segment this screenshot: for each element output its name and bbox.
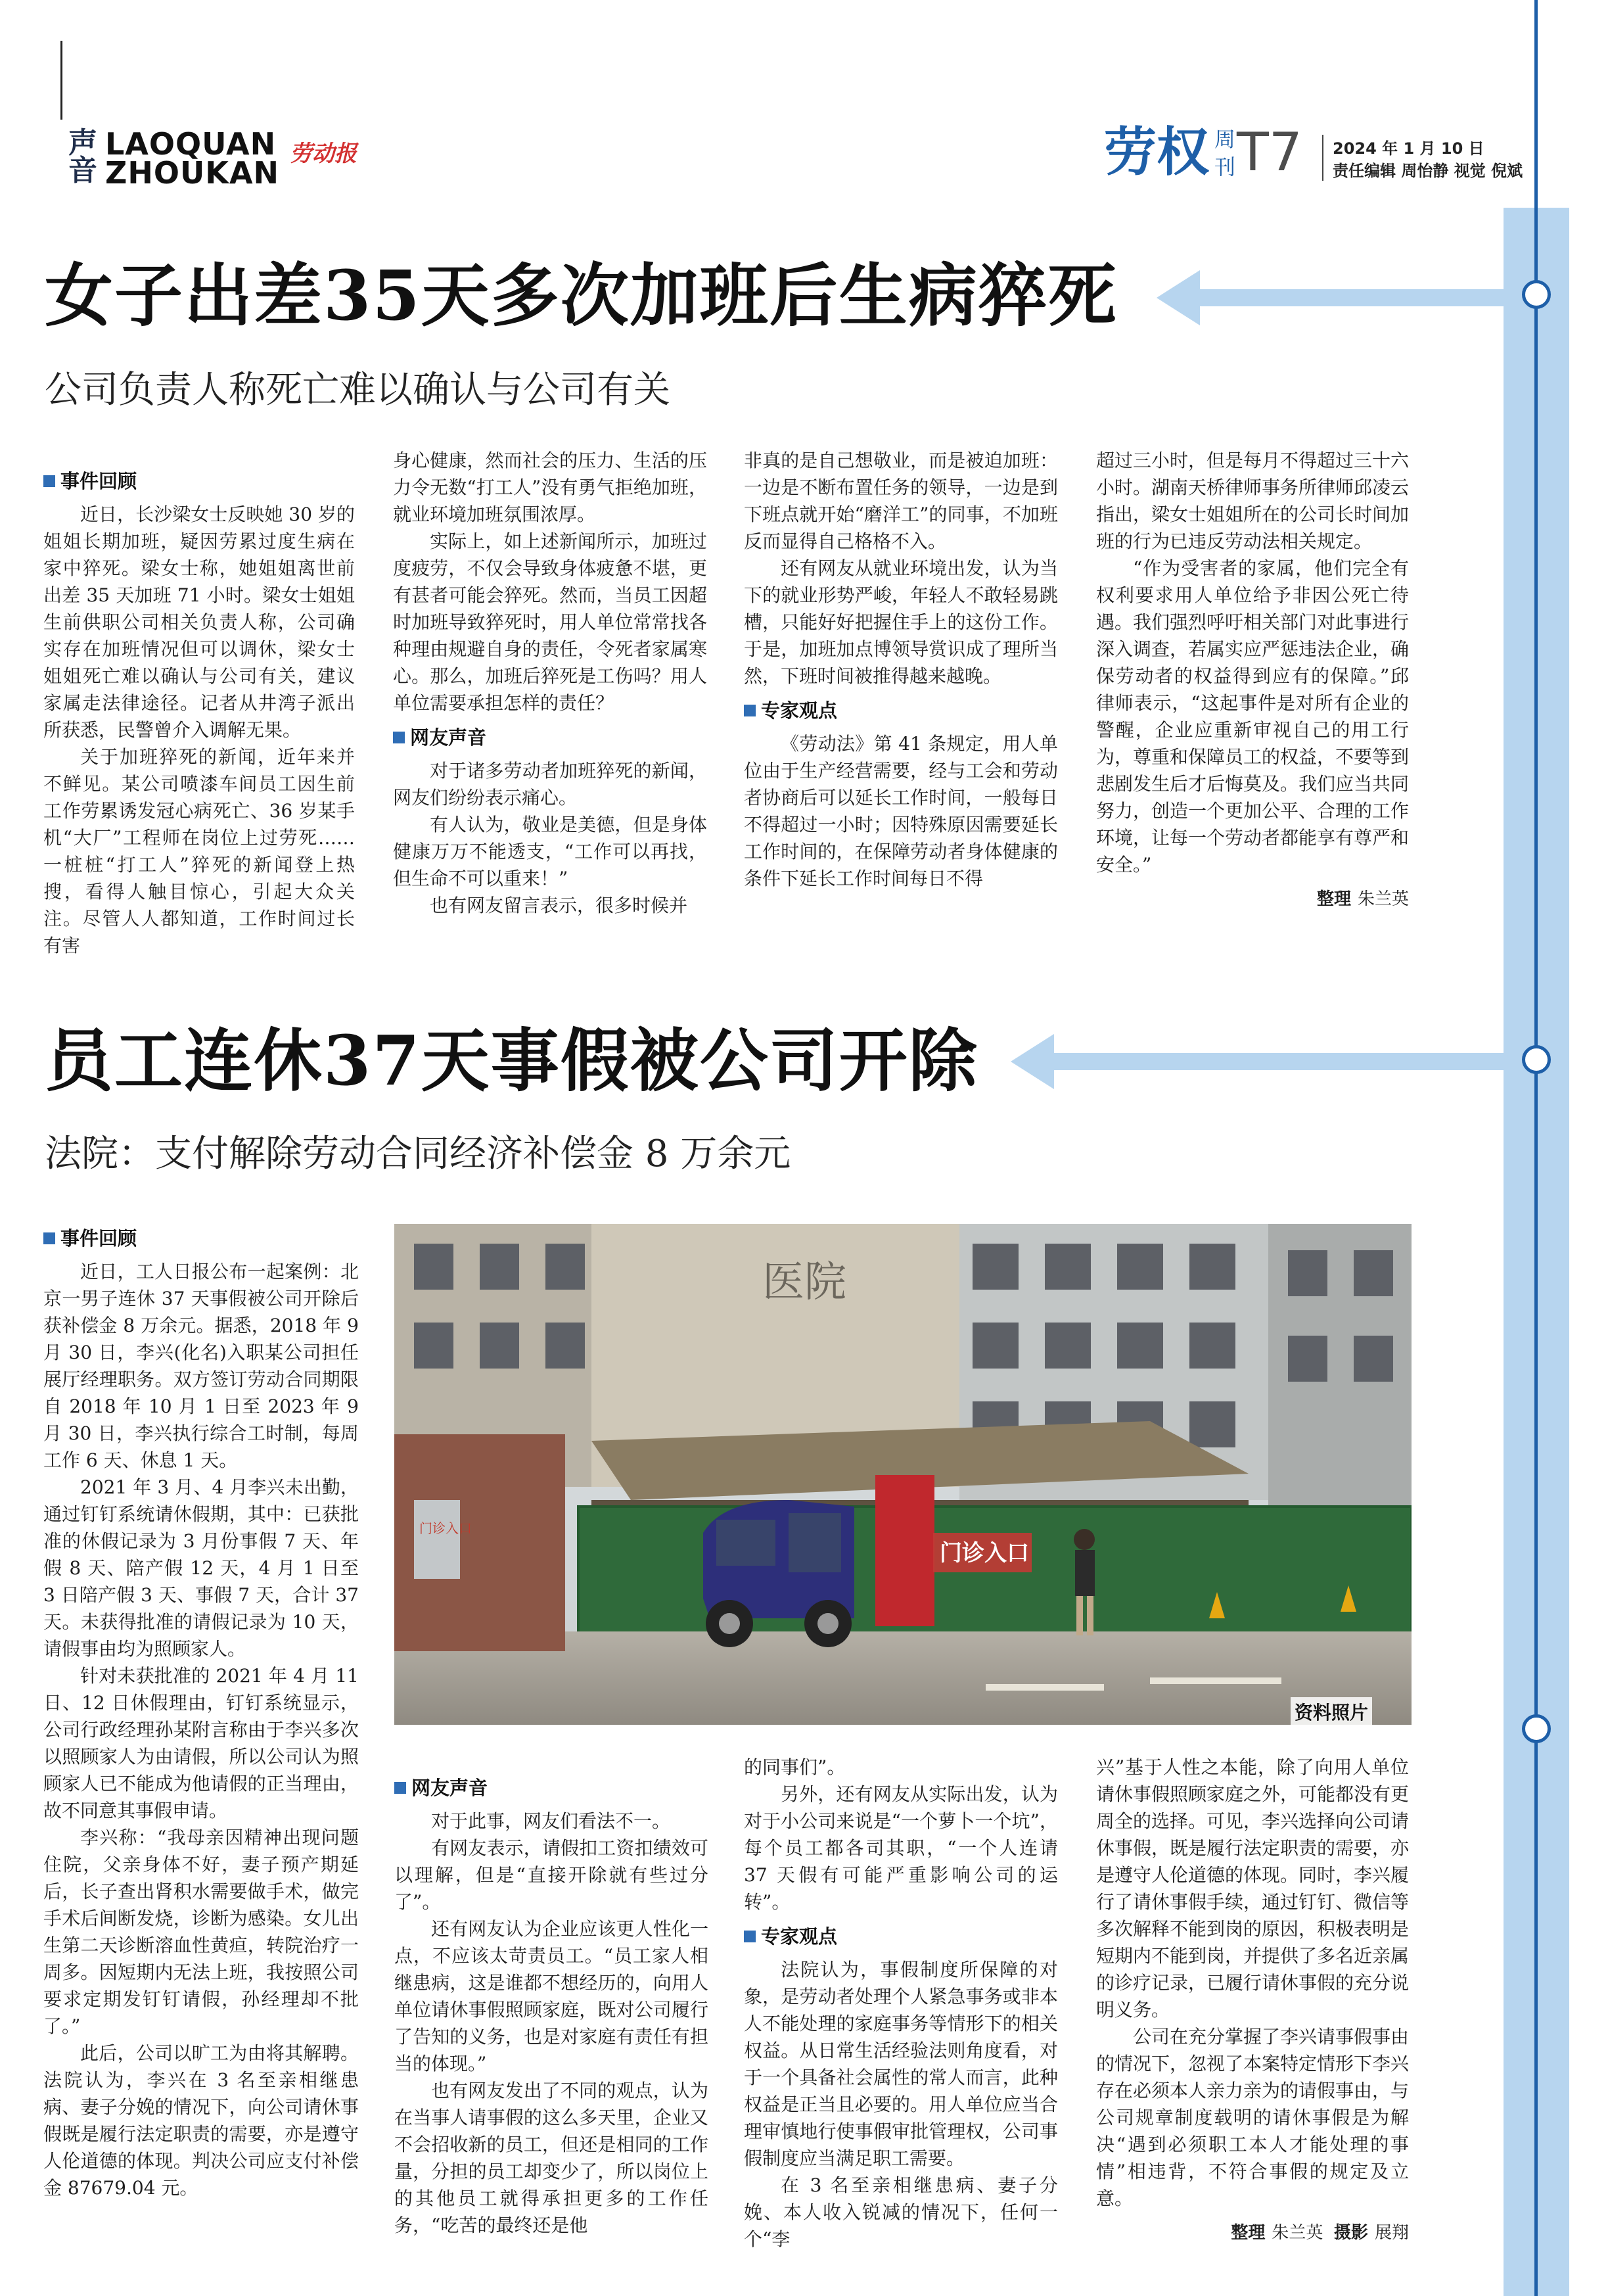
rail-dot-article-2 [1522, 1045, 1551, 1074]
section-heading: 事件回顾 [43, 1224, 359, 1253]
article-2-column-3 [744, 1754, 1058, 2253]
section-marker-icon [744, 705, 756, 716]
paragraph: 近日，长沙梁女士反映她 30 岁的姐姐长期加班，疑因劳累过度生病在家中猝死。梁女士称，她姐姐离世前出差 35 天加班 71 小时。梁女士姐姐生前供职公司相关负责人称，公司确实存在加班情况但可以调休，梁女士姐姐死亡难以确认与公司有关，建议家属走法律途径。记者从井湾子派出所获悉，民警曾介入调解无果。 [43, 504, 355, 741]
left-entrance-sign: 门诊入口 [419, 1520, 472, 1536]
section-title: 劳权 [1104, 122, 1209, 183]
paragraph: 非真的是自己想敬业，而是被迫加班：一边是不断布置任务的领导，一边是到下班点就开始“磨洋工”的同事，不加班反而显得自己格格不入。 [744, 450, 1058, 552]
paragraph: “作为受害者的家属，他们完全有权利要求用人单位给予非因公死亡待遇。我们强烈呼吁相关部门对此事进行深入调查，若属实应严惩违法企业，确保劳动者的权益得到应有的保障。”邱律师表示，“这起事件是对所有企业的警醒，企业应重新审视自己的用工行为，尊重和保障员工的权益，不要等到悲剧发生后才后悔莫及。我们应当共同努力，创造一个更加公平、合理的工作环境，让每一个劳动者都能享有尊严和安全。” [1096, 557, 1410, 876]
section-marker-icon [744, 1931, 756, 1942]
article-1-column-1 [43, 460, 355, 959]
paragraph: 公司在充分掌握了李兴请事假事由的情况下，忽视了本案特定情形下李兴存在必须本人亲力亲为的请假事由，与公司规章制度载明的请休事假是为解决“遇到必须职工本人才能处理的事情”相违背，不符合事假的规定及立意。 [1096, 2026, 1410, 2209]
paragraph: 对于此事，网友们看法不一。 [431, 1810, 671, 1832]
masthead-cn-char-2: 音 [68, 154, 97, 187]
paragraph: 在 3 名至亲相继患病、妻子分娩、本人收入锐减的情况下，任何一个“李 [744, 2174, 1058, 2250]
section-marker-icon [43, 475, 55, 487]
rail-dot-article-1 [1522, 280, 1551, 309]
paragraph: 还有网友认为企业应该更人性化一点，不应该太苛责员工。“员工家人相继患病，这是谁都不想经历的，向用人单位请休事假照顾家庭，既对公司履行了告知的义务，也是对家庭有责任有担当的体现。” [394, 1918, 708, 2074]
gate-sign: 门诊入口 [940, 1540, 1029, 1566]
article-1-column-4 [1096, 447, 1409, 913]
masthead-cn-char-1: 声 [68, 126, 97, 160]
rail-dot-bottom [1522, 1714, 1551, 1743]
paragraph: 近日，工人日报公布一起案例：北京一男子连休 37 天事假被公司开除后获补偿金 8 万余元。据悉，2018 年 9 月 30 日，李兴(化名)入职某公司担任展厅经理职务。双方签订劳动合同期限自 2018 年 10 月 1 日至 2023 年 9 月 30 日，李兴执行综合工时制，每周工作 6 天、休息 1 天。 [43, 1261, 359, 1471]
paragraph: 还有网友从就业环境出发，认为当下的就业形势严峻，年轻人不敢轻易跳槽，只能好好把握住手上的这份工作。于是，加班加点博领导赏识成了理所当然，下班时间被推得越来越晚。 [744, 557, 1058, 687]
paragraph: 对于诸多劳动者加班猝死的新闻，网友们纷纷表示痛心。 [393, 760, 707, 808]
paragraph: 也有网友留言表示，很多时候并 [430, 895, 688, 916]
paragraph: 另外，还有网友从实际出发，认为对于小公司来说是“一个萝卜一个坑”，每个员工都各司其职，“一个人连请 37 天假有可能严重影响公司的运转”。 [744, 1783, 1058, 1913]
article-2-subhead: 法院：支付解除劳动合同经济补偿金 8 万余元 [45, 1133, 791, 1175]
paragraph: 也有网友发出了不同的观点，认为在当事人请事假的这么多天里，企业又不会招收新的员工，但还是相同的工作量，分担的员工却变少了，所以岗位上的其他员工就得承担更多的工作任务，“吃苦的最终还是他 [394, 2080, 708, 2236]
paragraph: 兴”基于人性之本能，除了向用人单位请休事假照顾家庭之外，可能都没有更周全的选择。可见，李兴选择向公司请休事假，既是履行法定职责的需要，亦是遵守人伦道德的体现。同时，李兴履行了请休事假手续，通过钉钉、微信等多次解释不能到岗的原因，积极表明是短期内不能到岗，并提供了多名近亲属的诊疗记录，已履行请休事假的充分说明义务。 [1096, 1756, 1410, 2021]
byline: 整理 朱兰英 摄影 展翔 [1231, 2223, 1409, 2243]
headline-arrow-2-bar [1051, 1053, 1522, 1070]
headline-arrow-1-head [1157, 270, 1200, 325]
section-heading: 专家观点 [744, 696, 1058, 725]
section-heading: 网友声音 [394, 1773, 708, 1802]
section-heading: 事件回顾 [43, 467, 355, 496]
paragraph: 有网友表示，请假扣工资扣绩效可以理解，但是“直接开除就有些过分了”。 [394, 1837, 708, 1913]
paragraph: 关于加班猝死的新闻，近年来并不鲜见。某公司喷漆车间员工因生前工作劳累诱发冠心病死亡、36 岁某手机“大厂”工程师在岗位上过劳死……一桩桩“打工人”猝死的新闻登上热搜，看得人触目惊心，引起大众关注。尽管人人都知道，工作时间过长有害 [43, 746, 355, 956]
article-2-column-4 [1096, 1754, 1409, 2247]
headline-arrow-2-head [1011, 1034, 1054, 1089]
masthead-en-line-1: LAOQUAN [105, 126, 277, 162]
article-1-subhead: 公司负责人称死亡难以确认与公司有关 [45, 369, 670, 411]
paragraph: 此后，公司以旷工为由将其解聘。法院认为，李兴在 3 名至亲相继患病、妻子分娩的情况下，向公司请休事假既是履行法定职责的需要，亦是遵守人伦道德的体现。判决公司应支付补偿金 87679.04 元。 [43, 2042, 359, 2199]
section-marker-icon [394, 1782, 406, 1794]
paragraph: 身心健康，然而社会的压力、生活的压力令无数“打工人”没有勇气拒绝加班，就业环境加班氛围浓厚。 [393, 450, 707, 525]
section-marker-icon [393, 732, 405, 743]
article-1-column-3 [744, 447, 1058, 892]
hospital-entrance-photo [394, 1224, 1412, 1725]
photo-caption: 资料照片 [1291, 1697, 1372, 1726]
issue-date: 2024 年 1 月 10 日 [1333, 139, 1484, 158]
news-photo [394, 1224, 1412, 1725]
masthead-separator [1322, 135, 1323, 181]
section-weekly-char-1: 周 [1214, 127, 1236, 152]
masthead-rule [60, 41, 62, 120]
paragraph: 2021 年 3 月、4 月李兴未出勤，通过钉钉系统请休假期，其中：已获批准的休假记录为 3 月份事假 7 天、年假 8 天、陪产假 12 天，4 月 1 日至 3 日陪产假 3 天、事假 7 天，合计 37 天。未获得批准的请假记录为 10 天，请假事由均为照顾家人。 [43, 1476, 359, 1660]
section-heading: 网友声音 [393, 723, 707, 752]
paragraph: 《劳动法》第 41 条规定，用人单位由于生产经营需要，经与工会和劳动者协商后可以延长工作时间，一般每日不得超过一小时；因特殊原因需要延长工作时间的，在保障劳动者身体健康的条件下延长工作时间每日不得 [744, 733, 1058, 889]
article-2-headline: 员工连休37天事假被公司开除 [45, 1020, 978, 1101]
section-weekly-char-2: 刊 [1214, 154, 1236, 179]
section-heading: 专家观点 [744, 1922, 1058, 1951]
paragraph: 超过三小时，但是每月不得超过三十六小时。湖南天桥律师事务所律师邱凌云指出，梁女士姐姐所在的公司长时间加班的行为已违反劳动法相关规定。 [1096, 450, 1410, 552]
headline-arrow-1-bar [1197, 289, 1522, 306]
right-rail-line [1534, 0, 1538, 2296]
masthead-en-line-2: ZHOUKAN [105, 155, 280, 191]
article-2-column-1 [43, 1224, 359, 2201]
byline: 整理 朱兰英 [1316, 889, 1409, 909]
article-2-column-2 [394, 1773, 708, 2239]
paragraph: 李兴称：“我母亲因精神出现问题住院，父亲身体不好，妻子预产期延后，长子查出肾积水需要做手术，做完手术后间断发烧，诊断为感染。女儿出生第二天诊断溶血性黄疸，转院治疗一周多。因短期内无法上班，我按照公司要求定期发钉钉请假，孙经理却不批了。” [43, 1827, 359, 2037]
paragraph: 实际上，如上述新闻所示，加班过度疲劳，不仅会导致身体疲惫不堪，更有甚者可能会猝死。然而，当员工因超时加班导致猝死时，用人单位常常找各种理由规避自身的责任，令死者家属寒心。那么，加班后猝死是工伤吗？用人单位需要承担怎样的责任？ [393, 530, 707, 714]
paragraph: 法院认为，事假制度所保障的对象，是劳动者处理个人紧急事务或非本人不能处理的家庭事务等情形下的相关权益。从日常生活经验法则角度看，对于一个具备社会属性的常人而言，此种权益是正当且必要的。用人单位应当合理审慎地行使事假审批管理权，公司事假制度应当满足职工需要。 [744, 1959, 1058, 2169]
paragraph: 针对未获批准的 2021 年 4 月 11 日、12 日休假理由，钉钉系统显示，公司行政经理孙某附言称由于李兴多次以照顾家人为由请假，所以公司认为照顾家人已不能成为他请假的正当理由，故不同意其事假申请。 [43, 1665, 359, 1821]
article-1-column-2 [393, 447, 707, 919]
building-lettering: 医院 [762, 1258, 846, 1307]
paragraph: 有人认为，敬业是美德，但是身体健康万万不能透支，“工作可以再找，但生命不可以重来！” [393, 814, 707, 889]
newspaper-seal-logo: 劳动报 [290, 141, 357, 167]
article-1-headline: 女子出差35天多次加班后生病猝死 [45, 255, 1118, 336]
section-marker-icon [43, 1232, 55, 1244]
editor-credits: 责任编辑 周怡静 视觉 倪斌 [1333, 162, 1523, 180]
paragraph: 的同事们”。 [744, 1756, 846, 1778]
page-number: T7 [1237, 122, 1302, 183]
